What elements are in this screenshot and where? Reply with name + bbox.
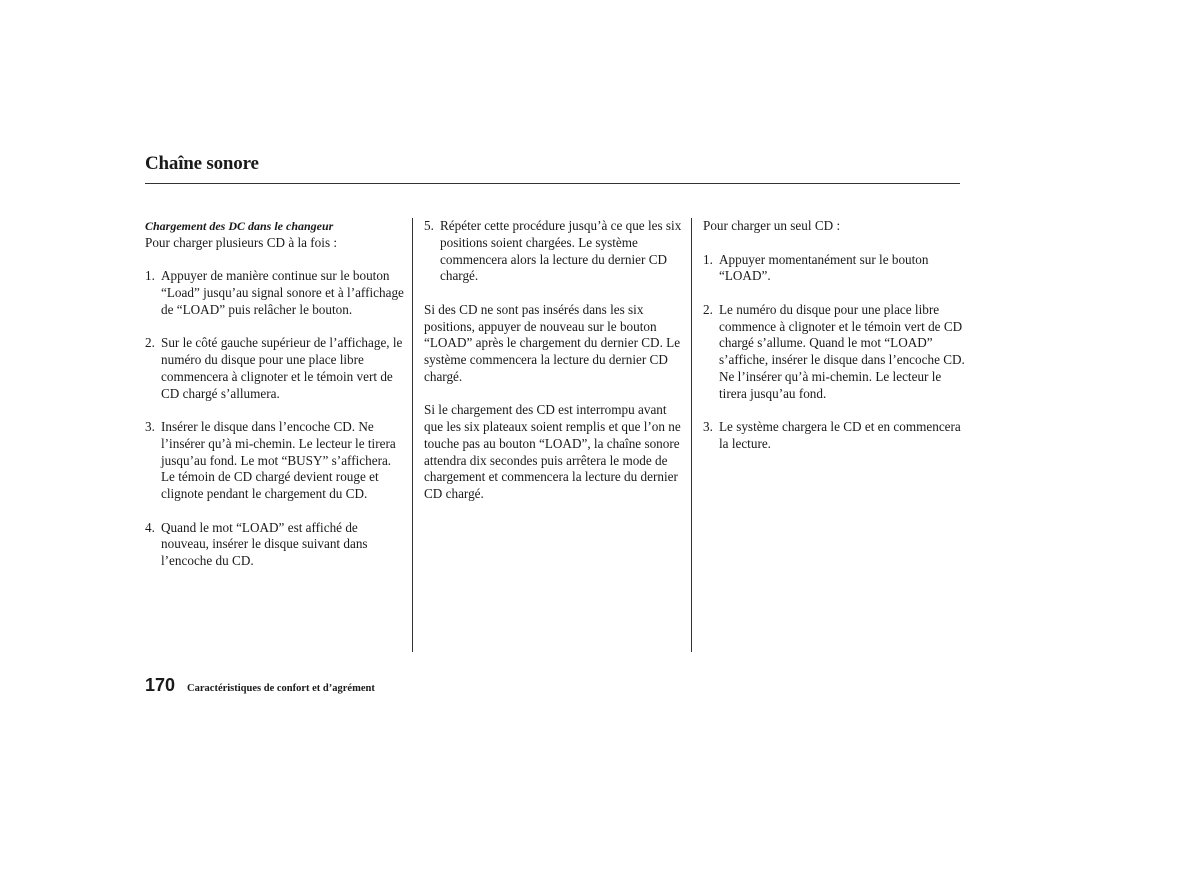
- list-item-number: 5.: [424, 218, 434, 233]
- column-right: [703, 218, 965, 453]
- list-item-text: Le numéro du disque pour une place libre commence à clignoter et le témoin vert de CD chargé s’allume. Quand le mot “LOAD” s’affiche, insérer le disque dans l’encoche CD. Ne l’insérer qu’à mi-chemin. Le lecteur le tirera jusqu’au fond.: [719, 301, 965, 401]
- section-subheading: Chargement des DC dans le changeur: [145, 219, 334, 233]
- list-item-number: 2.: [145, 335, 155, 351]
- list-item: [145, 335, 407, 402]
- list-item-number: 1.: [145, 268, 155, 284]
- column-divider: [691, 218, 692, 652]
- list-item: [703, 419, 965, 453]
- title-rule: [145, 183, 960, 184]
- list-item-text: Appuyer momentanément sur le bouton “LOAD”.: [719, 251, 929, 284]
- list-item-number: 4.: [145, 519, 155, 535]
- list-item-number: 2.: [703, 301, 713, 317]
- list-item-number: 3.: [145, 419, 155, 434]
- paragraph: Si des CD ne sont pas insérés dans les six positions, appuyer de nouveau sur le bouton “LOAD” après le chargement du dernier CD. Le système commencera la lecture du dernier CD chargé.: [424, 301, 681, 384]
- list-item: [145, 520, 407, 570]
- list-item: [145, 268, 407, 318]
- list-item-text: Insérer le disque dans l’encoche CD. Ne l’insérer qu’à mi-chemin. Le lecteur le tirera jusqu’au fond. Le mot “BUSY” s’affichera. Le témoin de CD chargé devient rouge et clignote pendant le chargement du CD.: [161, 419, 396, 501]
- list-item-text: Répéter cette procédure jusqu’à ce que les six positions soient chargées. Le système commencera alors la lecture du dernier CD chargé.: [440, 218, 682, 284]
- paragraph: Si le chargement des CD est interrompu avant que les six plateaux soient remplis et que l’on ne touche pas au bouton “LOAD”, la chaîne sonore attendra dix secondes puis arrêtera le mode de chargement et commencera la lecture du dernier CD chargé.: [424, 402, 681, 501]
- column-left: [145, 218, 407, 570]
- intro-single-cd: Pour charger un seul CD :: [703, 218, 841, 233]
- footer-section-title: Caractéristiques de confort et d’agrément: [187, 683, 375, 694]
- list-item-number: 3.: [703, 419, 713, 434]
- column-divider: [412, 218, 413, 652]
- list-item: [424, 218, 686, 285]
- list-item-text: Appuyer de manière continue sur le bouton “Load” jusqu’au signal sonore et à l’affichage de “LOAD” puis relâcher le bouton.: [161, 268, 404, 317]
- list-item-number: 1.: [703, 251, 713, 267]
- page-number: 170: [145, 675, 176, 695]
- page-title: Chaîne sonore: [145, 153, 259, 174]
- intro-multiple-cd: Pour charger plusieurs CD à la fois :: [145, 234, 338, 250]
- list-item-text: Le système chargera le CD et en commencera la lecture.: [719, 419, 961, 451]
- list-item: [703, 252, 965, 286]
- list-item-text: Sur le côté gauche supérieur de l’affichage, le numéro du disque pour une place libre commencera à clignoter et le témoin vert de CD chargé s’allumera.: [161, 335, 403, 401]
- list-item: [145, 419, 407, 503]
- page-footer: [145, 675, 375, 696]
- column-middle: [424, 218, 686, 503]
- list-item-text: Quand le mot “LOAD” est affiché de nouveau, insérer le disque suivant dans l’encoche du CD.: [161, 519, 368, 568]
- list-item: [703, 302, 965, 403]
